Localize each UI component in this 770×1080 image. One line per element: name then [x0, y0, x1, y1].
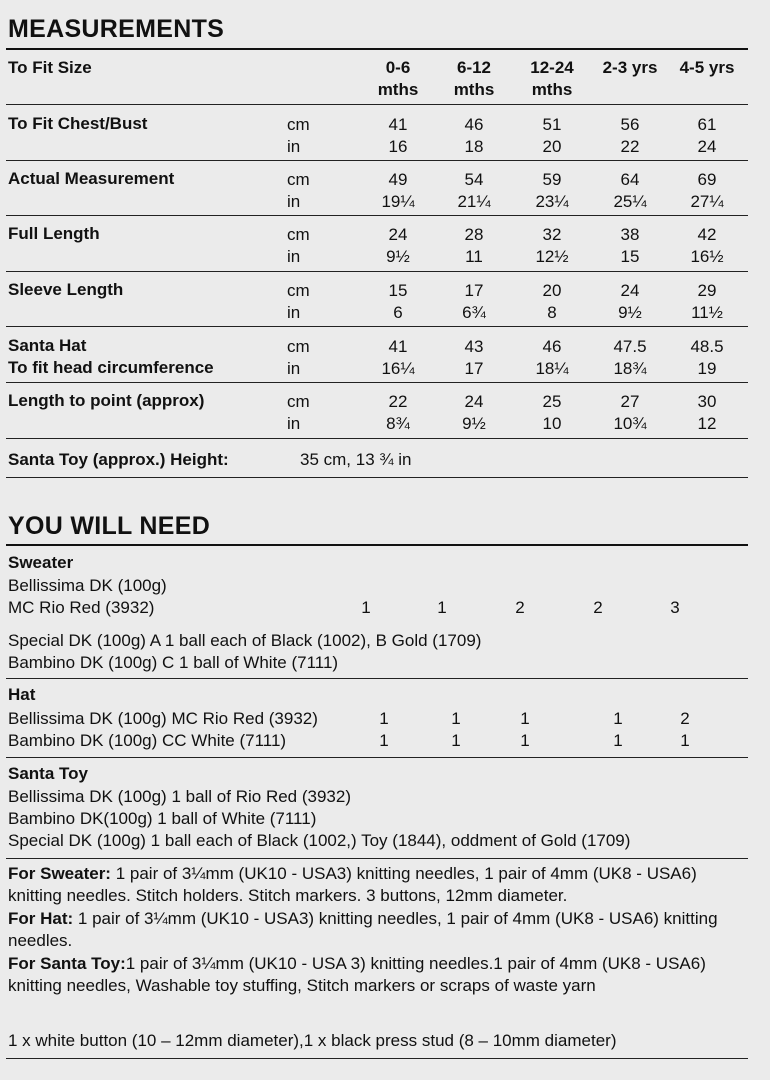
unit-cm: cm [287, 115, 310, 134]
unit-in: in [287, 137, 301, 156]
hat-qty: 1 [613, 709, 623, 728]
toy-line2: Bambino DK(100g) 1 ball of White (7111) [8, 809, 317, 828]
hat-qty: 1 [680, 731, 690, 750]
value-cm: 59 [542, 170, 562, 189]
value-in: 15 [620, 247, 640, 266]
value-in: 19¼ [381, 192, 415, 211]
value-cm: 38 [620, 225, 640, 244]
divider [6, 215, 748, 216]
value-cm: 24 [620, 281, 640, 300]
unit-cm: cm [287, 392, 310, 411]
sweater-needles-note [8, 863, 753, 908]
value-cm: 42 [697, 225, 717, 244]
divider [6, 104, 748, 105]
value-in: 18 [464, 137, 484, 156]
value-cm: 27 [620, 392, 640, 411]
toy-line1: Bellissima DK (100g) 1 ball of Rio Red (3932) [8, 787, 351, 806]
value-in: 16 [388, 137, 408, 156]
divider [6, 160, 748, 161]
row-label: Full Length [8, 224, 100, 243]
value-in: 12½ [535, 247, 569, 266]
value-cm: 30 [697, 392, 717, 411]
value-in: 18¾ [613, 359, 647, 378]
sweater-needles-label: For Sweater: [8, 864, 111, 883]
unit-cm: cm [287, 337, 310, 356]
value-in: 8¾ [386, 414, 410, 433]
toy-title: Santa Toy [8, 764, 88, 783]
you-will-need-heading: YOU WILL NEED [8, 512, 211, 540]
value-in: 16½ [690, 247, 724, 266]
value-in: 12 [697, 414, 717, 433]
value-cm: 49 [388, 170, 408, 189]
value-in: 17 [464, 359, 484, 378]
value-cm: 15 [388, 281, 408, 300]
value-cm: 61 [697, 115, 717, 134]
sweater-qty: 3 [670, 598, 680, 617]
value-in: 9½ [386, 247, 410, 266]
value-in: 9½ [462, 414, 486, 433]
value-cm: 48.5 [690, 337, 724, 356]
divider [6, 271, 748, 272]
value-in: 6 [393, 303, 403, 322]
toy-needles-note [8, 953, 753, 998]
size-4-line1: 4-5 yrs [679, 58, 735, 77]
value-cm: 17 [464, 281, 484, 300]
value-cm: 46 [542, 337, 562, 356]
hat-qty: 1 [613, 731, 623, 750]
hat-needles-note [8, 908, 753, 953]
sweater-needles-text: 1 pair of 3¼mm (UK10 - USA3) knitting needles, 1 pair of 4mm (UK8 - USA6) knitting needles. Stitch holders. Stitch markers. 3 buttons, 12mm diameter. [8, 864, 697, 906]
row-sublabel: To fit head circumference [8, 358, 214, 377]
toy-height-label [8, 449, 229, 471]
value-in: 24 [697, 137, 717, 156]
value-in: 27¼ [690, 192, 724, 211]
value-cm: 32 [542, 225, 562, 244]
divider [6, 544, 748, 546]
value-in: 11 [465, 247, 483, 266]
divider [6, 1058, 748, 1059]
sweater-title: Sweater [8, 553, 74, 572]
hat-qty: 1 [379, 709, 389, 728]
unit-in: in [287, 303, 301, 322]
toy-needles-label: For Santa Toy: [8, 954, 126, 973]
value-in: 25¼ [613, 192, 647, 211]
size-3-line1: 2-3 yrs [602, 58, 658, 77]
hat-qty: 2 [680, 709, 690, 728]
row-label: Length to point (approx) [8, 391, 205, 410]
size-0-line2: mths [377, 80, 419, 99]
value-in: 18¼ [535, 359, 569, 378]
divider [6, 678, 748, 679]
toy-line3: Special DK (100g) 1 ball each of Black (1002,) Toy (1844), oddment of Gold (1709) [8, 831, 631, 850]
size-1-line2: mths [453, 80, 495, 99]
hat-needles-text: 1 pair of 3¼mm (UK10 - USA3) knitting needles, 1 pair of 4mm (UK8 - USA6) knitting needles. [8, 909, 718, 951]
value-cm: 22 [388, 392, 408, 411]
value-cm: 41 [388, 337, 408, 356]
value-in: 16¼ [381, 359, 415, 378]
value-cm: 47.5 [613, 337, 647, 356]
value-in: 10¾ [613, 414, 647, 433]
value-cm: 51 [542, 115, 562, 134]
value-cm: 29 [697, 281, 717, 300]
size-2-line1: 12-24 [530, 58, 574, 77]
unit-cm: cm [287, 225, 310, 244]
value-in: 6¾ [462, 303, 486, 322]
hat-title: Hat [8, 685, 36, 704]
value-in: 8 [547, 303, 557, 322]
hat-needles-label: For Hat: [8, 909, 74, 928]
hat-qty: 1 [520, 731, 530, 750]
value-cm: 25 [542, 392, 562, 411]
unit-in: in [287, 359, 301, 378]
value-in: 9½ [618, 303, 642, 322]
divider [6, 477, 748, 478]
divider [6, 438, 748, 439]
value-in: 22 [620, 137, 640, 156]
value-in: 20 [542, 137, 562, 156]
hat-qty: 1 [451, 709, 461, 728]
toy-height-value: 35 cm, 13 ¾ in [300, 450, 412, 469]
unit-in: in [287, 192, 301, 211]
sweater-line2: MC Rio Red (3932) [8, 598, 155, 617]
unit-cm: cm [287, 281, 310, 300]
value-cm: 64 [620, 170, 640, 189]
value-cm: 54 [464, 170, 484, 189]
value-cm: 56 [620, 115, 640, 134]
row-label: Sleeve Length [8, 280, 124, 299]
unit-in: in [287, 247, 301, 266]
value-cm: 69 [697, 170, 717, 189]
divider [6, 326, 748, 327]
divider [6, 382, 748, 383]
row-label: Santa Hat [8, 336, 87, 355]
value-in: 10 [542, 414, 562, 433]
row-label: To Fit Chest/Bust [8, 114, 148, 133]
size-1-line1: 6-12 [456, 58, 492, 77]
sweater-qty: 2 [593, 598, 603, 617]
divider [6, 858, 748, 859]
value-cm: 28 [464, 225, 484, 244]
hat-qty: 1 [451, 731, 461, 750]
hat-line1: Bellissima DK (100g) MC Rio Red (3932) [8, 709, 318, 728]
divider [6, 48, 748, 50]
unit-in: in [287, 414, 301, 433]
toy-height-label-text: Santa Toy (approx.) Height [8, 450, 224, 469]
value-cm: 43 [464, 337, 484, 356]
unit-cm: cm [287, 170, 310, 189]
toy-height-colon: : [223, 450, 229, 469]
divider [6, 757, 748, 758]
hat-qty: 1 [379, 731, 389, 750]
value-in: 19 [697, 359, 717, 378]
measurements-heading: MEASUREMENTS [8, 15, 225, 43]
sweater-qty: 2 [515, 598, 525, 617]
value-in: 23¼ [535, 192, 569, 211]
hat-qty: 1 [520, 709, 530, 728]
value-cm: 41 [388, 115, 408, 134]
size-label: To Fit Size [8, 58, 92, 77]
value-in: 11½ [691, 303, 723, 322]
sweater-qty: 1 [437, 598, 447, 617]
buttons-note: 1 x white button (10 – 12mm diameter),1 x black press stud (8 – 10mm diameter) [8, 1031, 617, 1050]
sweater-qty: 1 [361, 598, 371, 617]
toy-needles-text: 1 pair of 3¼mm (UK10 - USA 3) knitting needles.1 pair of 4mm (UK8 - USA6) knitting needles, Washable toy stuffing, Stitch markers or scraps of waste yarn [8, 954, 706, 996]
size-2-line2: mths [531, 80, 573, 99]
size-0-line1: 0-6 [385, 58, 411, 77]
hat-line2: Bambino DK (100g) CC White (7111) [8, 731, 287, 750]
value-cm: 20 [542, 281, 562, 300]
sweater-line1: Bellissima DK (100g) [8, 576, 167, 595]
sweater-line4: Bambino DK (100g) C 1 ball of White (7111) [8, 653, 339, 672]
row-label: Actual Measurement [8, 169, 175, 188]
sweater-line3: Special DK (100g) A 1 ball each of Black (1002), B Gold (1709) [8, 631, 482, 650]
value-cm: 24 [388, 225, 408, 244]
value-cm: 24 [464, 392, 484, 411]
value-cm: 46 [464, 115, 484, 134]
value-in: 21¼ [457, 192, 491, 211]
